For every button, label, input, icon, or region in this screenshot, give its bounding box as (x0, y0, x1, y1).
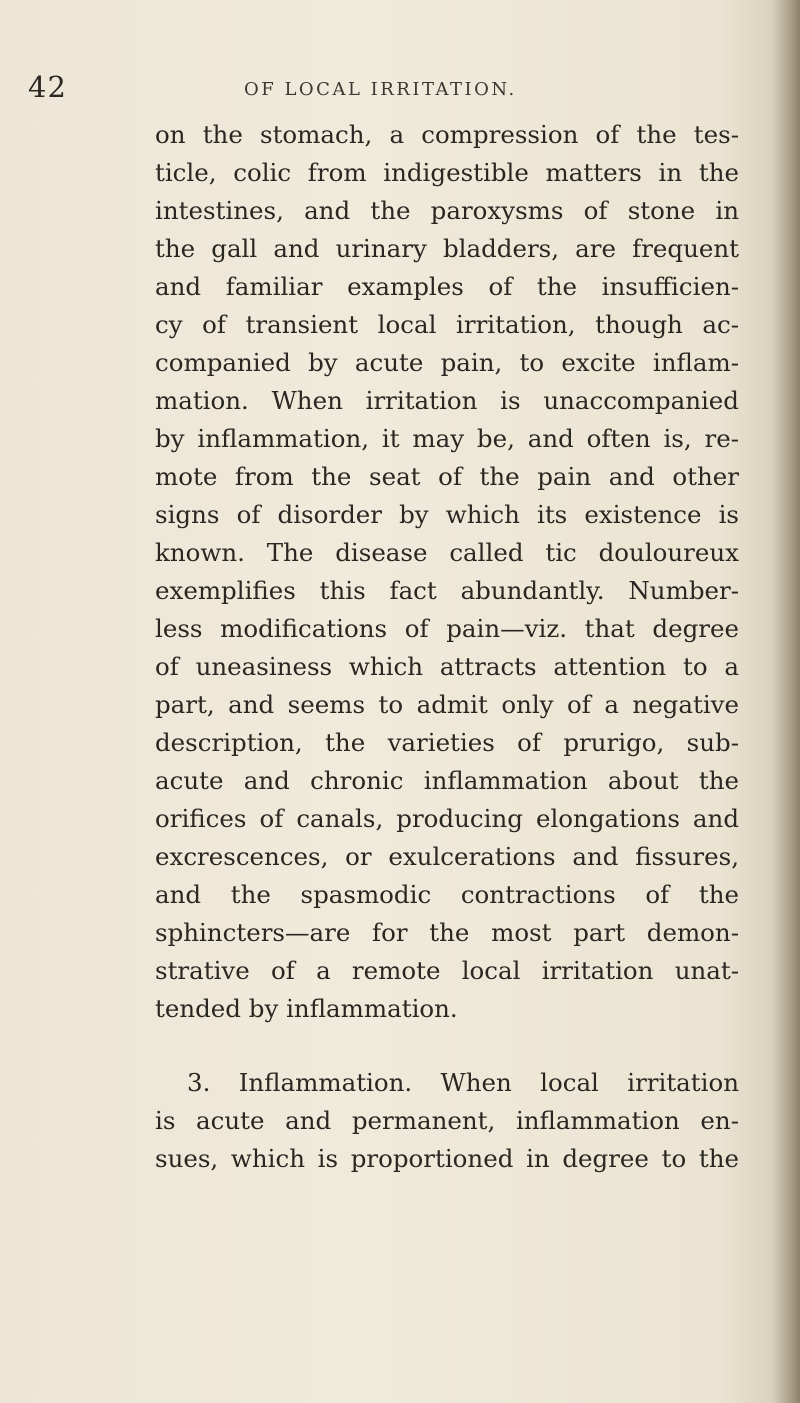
text-line: strative of a remote local irritation unat- (155, 956, 739, 985)
text-line: signs of disorder by which its existence is (155, 500, 739, 529)
text-line: orifices of canals, producing elongations and (155, 804, 739, 833)
text-line: cy of transient local irritation, though ac- (155, 310, 739, 339)
text-line: tended by inflammation. (155, 994, 458, 1023)
text-line: sues, which is proportioned in degree to the (155, 1144, 739, 1173)
paragraph-2 (155, 1064, 745, 1178)
text-line: known. The disease called tic douloureux (155, 538, 739, 567)
paragraph-1 (155, 116, 745, 1028)
text-line: intestines, and the paroxysms of stone in (155, 196, 739, 225)
page-number: 42 (28, 70, 67, 104)
text-line: by inflammation, it may be, and often is, re- (155, 424, 739, 453)
text-line: the gall and urinary bladders, are frequent (155, 234, 739, 263)
text-line: mote from the seat of the pain and other (155, 462, 739, 491)
text-line: mation. When irritation is unaccompanied (155, 386, 739, 415)
text-line: acute and chronic inflammation about the (155, 766, 739, 795)
running-head: OF LOCAL IRRITATION. (244, 79, 517, 100)
text-line: and familiar examples of the insufficien- (155, 272, 739, 301)
body-text (155, 116, 745, 1178)
section-heading-line: 3. Inflammation. When local irritation (187, 1068, 739, 1097)
text-line: is acute and permanent, inflammation en- (155, 1106, 739, 1135)
text-line: description, the varieties of prurigo, sub- (155, 728, 739, 757)
text-line: excrescences, or exulcerations and fissures, (155, 842, 739, 871)
text-line: of uneasiness which attracts attention to a (155, 652, 739, 681)
page-gutter-shadow (772, 0, 800, 1403)
paragraph-gap (155, 1028, 745, 1064)
text-line: part, and seems to admit only of a negative (155, 690, 739, 719)
text-line: less modifications of pain—viz. that degree (155, 614, 739, 643)
text-line: ticle, colic from indigestible matters in the (155, 158, 739, 187)
text-line: and the spasmodic contractions of the (155, 880, 739, 909)
text-line: sphincters—are for the most part demon- (155, 918, 739, 947)
text-line: on the stomach, a compression of the tes- (155, 120, 739, 149)
text-line: exemplifies this fact abundantly. Number- (155, 576, 739, 605)
text-line: companied by acute pain, to excite inflam- (155, 348, 739, 377)
